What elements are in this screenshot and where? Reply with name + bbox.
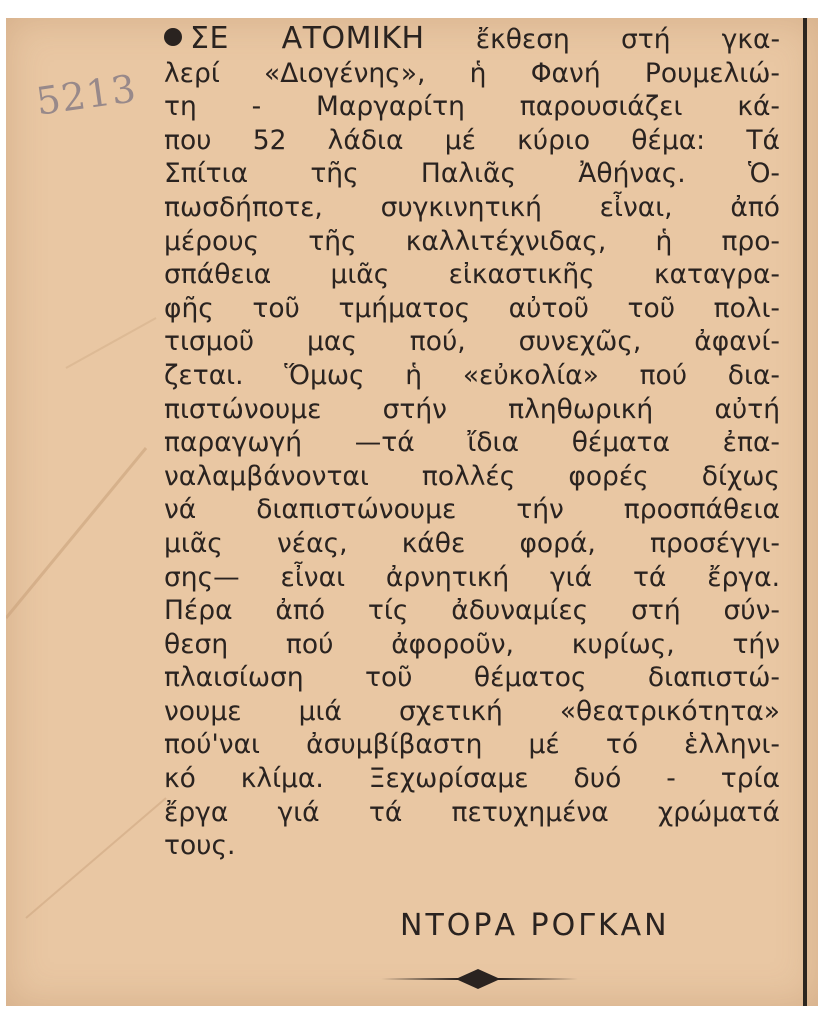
article-line: τους.	[164, 830, 236, 862]
article-line: νά διαπιστώνουμε τήν προσπάθεια	[164, 494, 780, 526]
article-line: λερί «Διογένης», ἡ Φανή Ρουμελιώ-	[164, 57, 780, 89]
article-line: μέρους τῆς καλλιτέχνιδας, ἡ προ-	[164, 225, 780, 257]
bullet-icon	[164, 28, 182, 46]
article-line: ἔργα γιά τά πετυχημένα χρώματά	[164, 796, 780, 828]
article-line: τισμοῦ μας πού, συνεχῶς, ἀφανί-	[164, 326, 780, 358]
ornament-divider	[378, 965, 578, 993]
article-line: πιστώνουμε στήν πληθωρική αὐτή	[164, 393, 780, 425]
article-line: πλαισίωση τοῦ θέματος διαπιστώ-	[164, 662, 780, 694]
article-line: Πέρα ἀπό τίς ἀδυναμίες στή σύν-	[164, 595, 780, 627]
article-line: που 52 λάδια μέ κύριο θέμα: Τά	[164, 124, 780, 156]
article-line: Σπίτια τῆς Παλιᾶς Ἀθήνας. Ὁ-	[164, 158, 780, 190]
article-line: πού'ναι ἀσυμβίβαστη μέ τό ἑλληνι-	[164, 729, 780, 761]
article-line: φῆς τοῦ τμήματος αὐτοῦ τοῦ πολι-	[164, 292, 780, 324]
handwritten-archive-number: 5213	[33, 66, 140, 124]
article-line: ναλαμβάνονται πολλές φορές δίχως	[164, 460, 780, 492]
author-byline: ΝΤΟΡΑ ΡΟΓΚΑΝ	[400, 908, 670, 943]
article-line: τη - Μαργαρίτη παρουσιάζει κά-	[164, 91, 780, 123]
article-line: μιᾶς νέας, κάθε φορά, προσέγγι-	[164, 527, 780, 559]
article-line: σπάθεια μιᾶς εἰκαστικῆς καταγρα-	[164, 259, 780, 291]
article-lead: ΣΕ ΑΤΟΜΙΚΗ	[190, 21, 425, 56]
column-rule	[803, 18, 807, 1006]
article-line: πωσδήποτε, συγκινητική εἶναι, ἀπό	[164, 191, 780, 223]
article-line: ζεται. Ὅμως ἡ «εὐκολία» πού δια-	[164, 359, 780, 391]
article-line: ΣΕ ΑΤΟΜΙΚΗ ἔκθεση στή γκα-	[164, 22, 780, 57]
article-line: θεση πού ἀφοροῦν, κυρίως, τήν	[164, 628, 780, 660]
article-body	[164, 22, 780, 863]
article-line: κό κλίμα. Ξεχωρίσαμε δυό - τρία	[164, 763, 780, 795]
article-line: σης— εἶναι ἀρνητική γιά τά ἔργα.	[164, 561, 780, 593]
article-line: παραγωγή —τά ἴδια θέματα ἐπα-	[164, 427, 780, 459]
article-line: νουμε μιά σχετική «θεατρικότητα»	[164, 695, 780, 727]
